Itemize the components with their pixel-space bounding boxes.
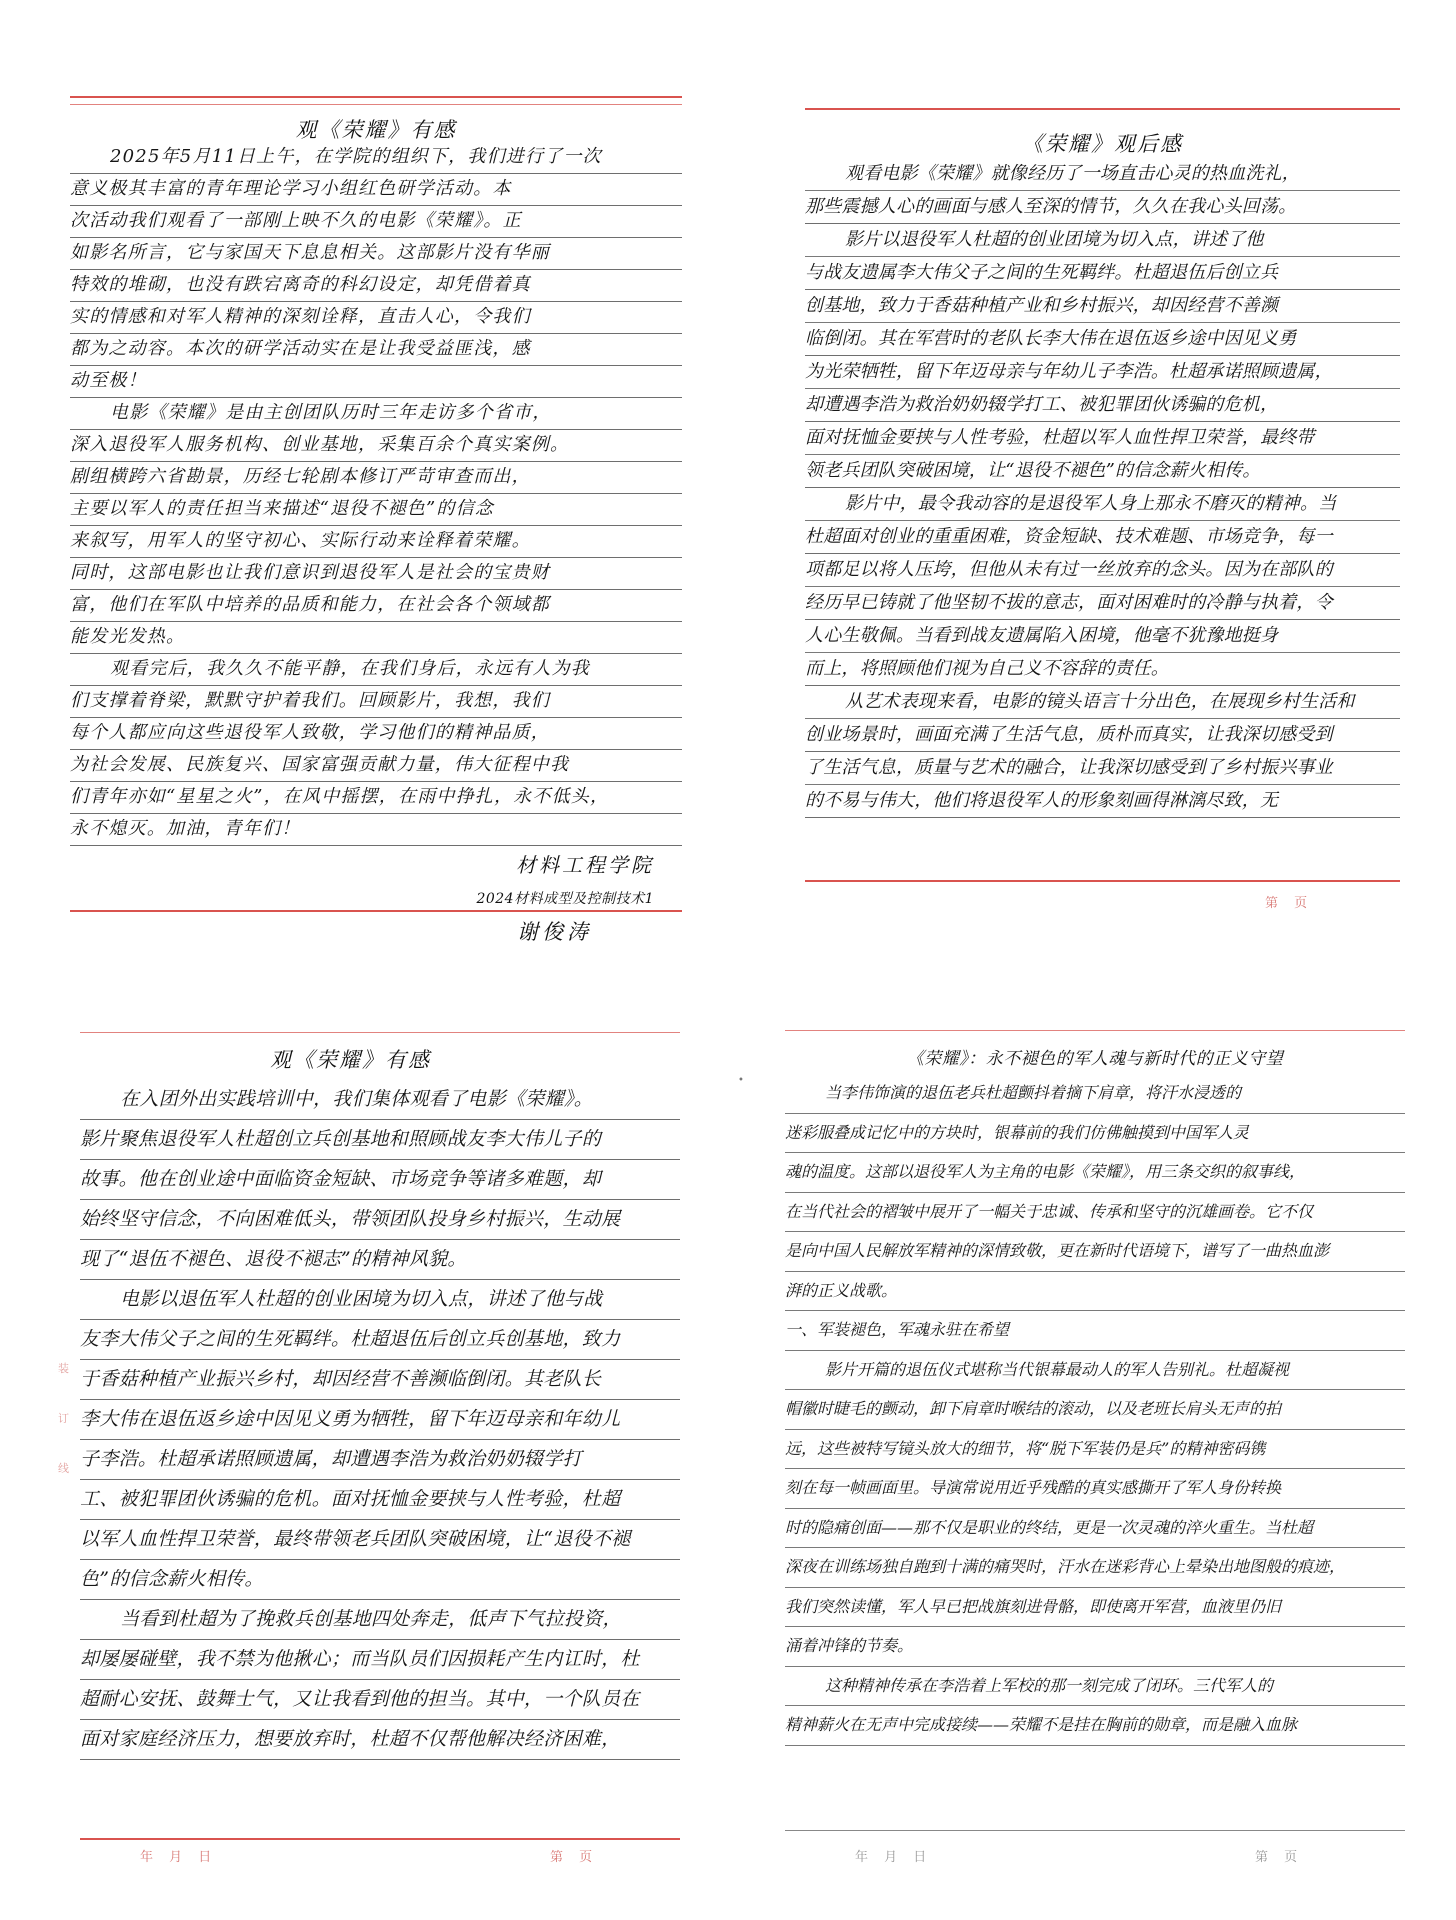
text-line: 深夜在训练场独自跑到十满的痛哭时，汗水在迷彩背心上晕染出地图般的痕迹，	[785, 1548, 1405, 1588]
text-line: 能发光发热。	[70, 622, 682, 654]
text-line: 李大伟在退伍返乡途中因见义勇为牺牲，留下年迈母亲和年幼儿	[80, 1400, 680, 1440]
text-line: 主要以军人的责任担当来描述“退役不褪色”的信念	[70, 494, 682, 526]
text-line: 影片聚焦退役军人杜超创立兵创基地和照顾战友李大伟儿子的	[80, 1120, 680, 1160]
bottom-red-rule	[805, 880, 1400, 882]
text-line: 来叙写，用军人的坚守初心、实际行动来诠释着荣耀。	[70, 526, 682, 558]
text-line: 工、被犯罪团伙诱骗的危机。面对抚恤金要挟与人性考验，杜超	[80, 1480, 680, 1520]
page-title: 《荣耀》观后感	[1022, 132, 1183, 156]
text-line: 实的情感和对军人精神的深刻诠释，直击人心，令我们	[70, 302, 682, 334]
top-red-rule	[80, 1032, 680, 1033]
text-line: 是向中国人民解放军精神的深情致敬，更在新时代语境下，谱写了一曲热血澎	[785, 1232, 1405, 1272]
bottom-rule	[785, 1830, 1405, 1831]
text-line: 同时，这部电影也让我们意识到退役军人是社会的宝贵财	[70, 558, 682, 590]
text-line: 人心生敬佩。当看到战友遗属陷入困境，他毫不犹豫地挺身	[805, 620, 1400, 653]
text-line: 影片开篇的退伍仪式堪称当代银幕最动人的军人告别礼。杜超凝视	[785, 1351, 1405, 1391]
text-line: 2025年5月11日上午，在学院的组织下，我们进行了一次	[70, 142, 682, 174]
text-line: 在当代社会的褶皱中展开了一幅关于忠诚、传承和坚守的沉雄画卷。它不仅	[785, 1193, 1405, 1233]
text-line: 创基地，致力于香菇种植产业和乡村振兴，却因经营不善濒	[805, 290, 1400, 323]
text-line: 特效的堆砌，也没有跌宕离奇的科幻设定，却凭借着真	[70, 270, 682, 302]
text-line: 次活动我们观看了一部刚上映不久的电影《荣耀》。正	[70, 206, 682, 238]
text-line: 富，他们在军队中培养的品质和能力，在社会各个领域都	[70, 590, 682, 622]
text-line: 子李浩。杜超承诺照顾遗属，却遭遇李浩为救治奶奶辍学打	[80, 1440, 680, 1480]
text-lines	[805, 158, 1400, 818]
author-name: 谢俊涛	[517, 920, 592, 942]
text-lines	[70, 142, 682, 846]
handwritten-page-1	[70, 92, 682, 942]
text-line: 每个人都应向这些退役军人致敬，学习他们的精神品质，	[70, 718, 682, 750]
text-line: 当李伟饰演的退伍老兵杜超颤抖着摘下肩章，将汗水浸透的	[785, 1074, 1405, 1114]
text-line: 在入团外出实践培训中，我们集体观看了电影《荣耀》。	[80, 1080, 680, 1120]
text-line: 领老兵团队突破困境，让“退役不褪色”的信念薪火相传。	[805, 455, 1400, 488]
text-line: 于香菇种植产业振兴乡村，却因经营不善濒临倒闭。其老队长	[80, 1360, 680, 1400]
page-title: 《荣耀》：永不褪色的军人魂与新时代的正义守望	[906, 1049, 1284, 1069]
class-name: 2024材料成型及控制技术1	[476, 891, 654, 907]
text-line: 影片以退役军人杜超的创业团境为切入点，讲述了他	[805, 224, 1400, 257]
date-label: 年 月 日	[140, 1850, 218, 1865]
top-red-rule	[70, 96, 682, 98]
text-lines	[785, 1074, 1405, 1746]
text-line: 经历早已铸就了他坚韧不拔的意志，面对困难时的冷静与执着，令	[805, 587, 1400, 620]
page-number-label: 第 页	[1265, 896, 1314, 911]
bottom-red-rule	[70, 910, 682, 912]
text-line: 面对家庭经济压力，想要放弃时，杜超不仅帮他解决经济困难，	[80, 1720, 680, 1760]
text-line: 那些震撼人心的画面与感人至深的情节，久久在我心头回荡。	[805, 191, 1400, 224]
text-line: 这种精神传承在李浩着上军校的那一刻完成了闭环。三代军人的	[785, 1667, 1405, 1707]
text-line: 始终坚守信念，不向困难低头，带领团队投身乡村振兴，生动展	[80, 1200, 680, 1240]
text-line: 湃的正义战歌。	[785, 1272, 1405, 1312]
binding-mark-2: 订	[58, 1412, 69, 1425]
text-line: 动至极！	[70, 366, 682, 398]
text-line: 面对抚恤金要挟与人性考验，杜超以军人血性捍卫荣誉，最终带	[805, 422, 1400, 455]
text-line: 涌着冲锋的节奏。	[785, 1627, 1405, 1667]
text-line: 超耐心安抚、鼓舞士气，又让我看到他的担当。其中，一个队员在	[80, 1680, 680, 1720]
text-line: 为社会发展、民族复兴、国家富强贡献力量，伟大征程中我	[70, 750, 682, 782]
text-line: 魂的温度。这部以退役军人为主角的电影《荣耀》，用三条交织的叙事线，	[785, 1153, 1405, 1193]
handwritten-page-3	[80, 1020, 680, 1870]
text-line: 却屡屡碰壁，我不禁为他揪心；而当队员们因损耗产生内讧时，杜	[80, 1640, 680, 1680]
text-line: 影片中，最令我动容的是退役军人身上那永不磨灭的精神。当	[805, 488, 1400, 521]
text-line: 观看完后，我久久不能平静，在我们身后，永远有人为我	[70, 654, 682, 686]
text-line: 刻在每一帧画面里。导演常说用近乎残酷的真实感撕开了军人身份转换	[785, 1469, 1405, 1509]
text-line: 剧组横跨六省勘景，历经七轮剧本修订严苛审查而出，	[70, 462, 682, 494]
text-line: 永不熄灭。加油，青年们！	[70, 814, 682, 846]
text-line: 电影以退伍军人杜超的创业困境为切入点，讲述了他与战	[80, 1280, 680, 1320]
text-line: 帽徽时睫毛的颤动，卸下肩章时喉结的滚动，以及老班长肩头无声的拍	[785, 1390, 1405, 1430]
text-line: 时的隐痛创面——那不仅是职业的终结，更是一次灵魂的淬火重生。当杜超	[785, 1509, 1405, 1549]
text-line: 创业场景时，画面充满了生活气息，质朴而真实，让我深切感受到	[805, 719, 1400, 752]
text-line: 们支撑着脊梁，默默守护着我们。回顾影片，我想，我们	[70, 686, 682, 718]
text-line: 以军人血性捍卫荣誉，最终带领老兵团队突破困境，让“退役不褪	[80, 1520, 680, 1560]
page-title: 观《荣耀》有感	[295, 118, 457, 142]
text-lines	[80, 1080, 680, 1760]
text-line: 们青年亦如“星星之火”，在风中摇摆，在雨中挣扎，永不低头，	[70, 782, 682, 814]
text-line: 与战友遗属李大伟父子之间的生死羁绊。杜超退伍后创立兵	[805, 257, 1400, 290]
text-line: 项都足以将人压垮，但他从未有过一丝放弃的念头。因为在部队的	[805, 554, 1400, 587]
top-red-rule-thin	[70, 104, 682, 105]
binding-mark-1: 装	[58, 1362, 69, 1375]
text-line: 友李大伟父子之间的生死羁绊。杜超退伍后创立兵创基地，致力	[80, 1320, 680, 1360]
top-red-rule	[785, 1030, 1405, 1031]
text-line: 当看到杜超为了挽救兵创基地四处奔走，低声下气拉投资，	[80, 1600, 680, 1640]
school-name: 材料工程学院	[516, 853, 654, 877]
date-label: 年 月 日	[855, 1850, 933, 1865]
text-line: 从艺术表现来看，电影的镜头语言十分出色，在展现乡村生活和	[805, 686, 1400, 719]
text-line: 深入退役军人服务机构、创业基地，采集百余个真实案例。	[70, 430, 682, 462]
text-line: 意义极其丰富的青年理论学习小组红色研学活动。本	[70, 174, 682, 206]
text-line: 临倒闭。其在军营时的老队长李大伟在退伍返乡途中因见义勇	[805, 323, 1400, 356]
text-line: 的不易与伟大，他们将退役军人的形象刻画得淋漓尽致，无	[805, 785, 1400, 818]
stray-dot: •	[738, 1075, 744, 1086]
text-line: 观看电影《荣耀》就像经历了一场直击心灵的热血洗礼，	[805, 158, 1400, 191]
bottom-red-rule	[80, 1838, 680, 1840]
text-line: 电影《荣耀》是由主创团队历时三年走访多个省市，	[70, 398, 682, 430]
text-line: 故事。他在创业途中面临资金短缺、市场竞争等诸多难题，却	[80, 1160, 680, 1200]
binding-mark-3: 线	[58, 1462, 69, 1475]
handwritten-page-4	[785, 1020, 1405, 1870]
text-line: 杜超面对创业的重重困难，资金短缺、技术难题、市场竞争，每一	[805, 521, 1400, 554]
text-line: 都为之动容。本次的研学活动实在是让我受益匪浅，感	[70, 334, 682, 366]
text-line: 而上，将照顾他们视为自己义不容辞的责任。	[805, 653, 1400, 686]
top-red-rule	[805, 108, 1400, 110]
text-line: 如影名所言，它与家国天下息息相关。这部影片没有华丽	[70, 238, 682, 270]
page-title: 观《荣耀》有感	[270, 1048, 431, 1072]
text-line: 为光荣牺牲，留下年迈母亲与年幼儿子李浩。杜超承诺照顾遗属，	[805, 356, 1400, 389]
text-line: 迷彩服叠成记忆中的方块时，银幕前的我们仿佛触摸到中国军人灵	[785, 1114, 1405, 1154]
handwritten-page-2	[805, 92, 1400, 942]
text-line: 远，这些被特写镜头放大的细节，将“脱下军装仍是兵”的精神密码镌	[785, 1430, 1405, 1470]
text-line: 了生活气息，质量与艺术的融合，让我深切感受到了乡村振兴事业	[805, 752, 1400, 785]
page-number-label: 第 页	[550, 1850, 599, 1865]
text-line: 色”的信念薪火相传。	[80, 1560, 680, 1600]
text-line: 现了“退伍不褪色、退役不褪志”的精神风貌。	[80, 1240, 680, 1280]
text-line: 我们突然读懂，军人早已把战旗刻进骨骼，即使离开军营，血液里仍旧	[785, 1588, 1405, 1628]
page-number-label: 第 页	[1255, 1850, 1304, 1865]
text-line: 却遭遇李浩为救治奶奶辍学打工、被犯罪团伙诱骗的危机，	[805, 389, 1400, 422]
text-line: 一、军装褪色，军魂永驻在希望	[785, 1311, 1405, 1351]
text-line: 精神薪火在无声中完成接续——荣耀不是挂在胸前的勋章，而是融入血脉	[785, 1706, 1405, 1746]
